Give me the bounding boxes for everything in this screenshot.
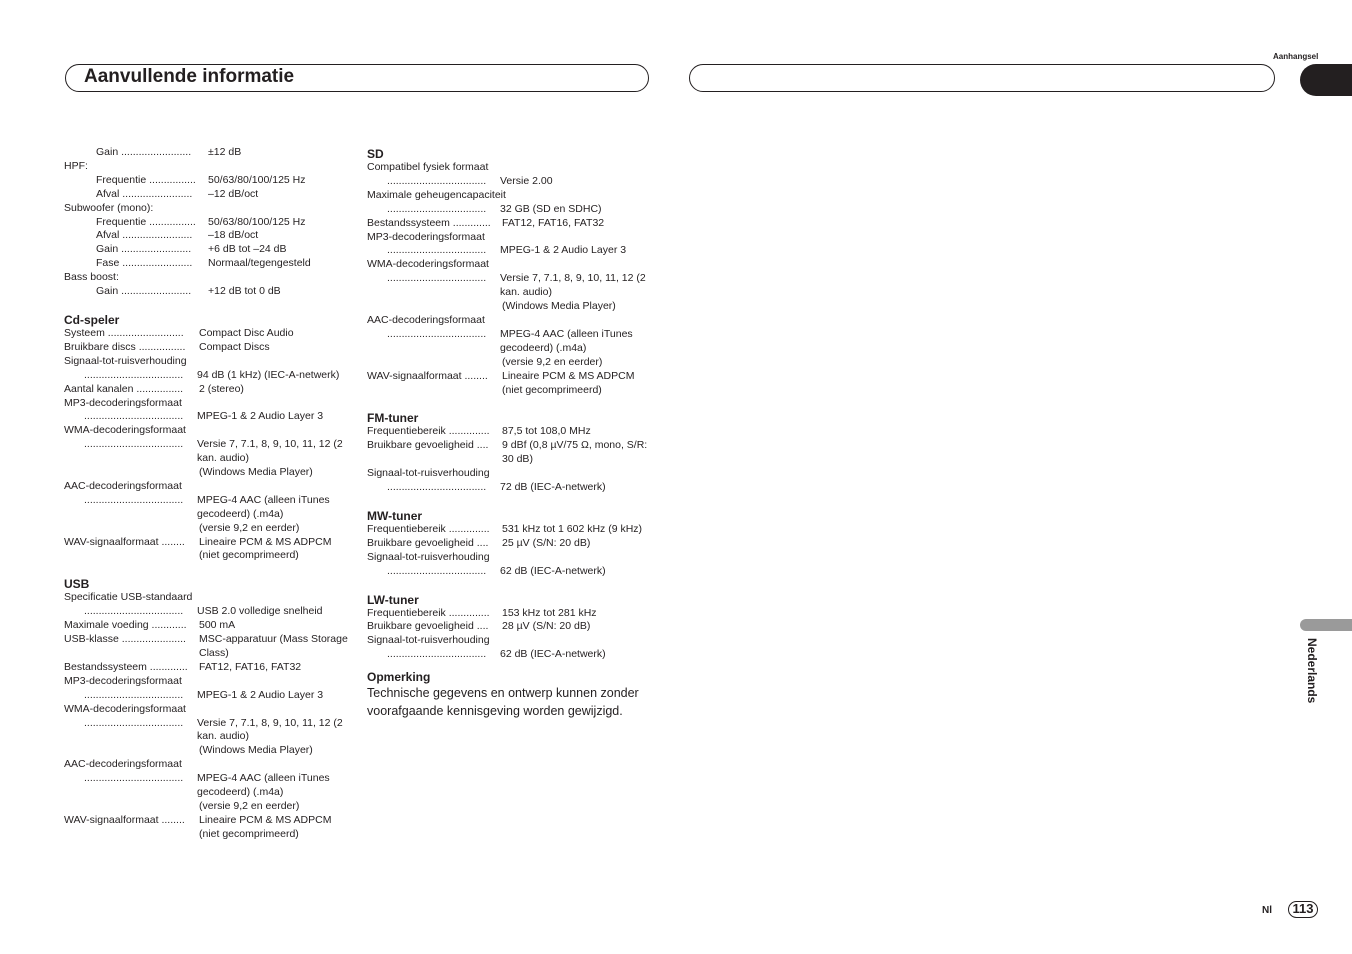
spec-label: .................................. <box>387 174 487 187</box>
spec-value: 32 GB (SD en SDHC) <box>500 202 602 215</box>
spec-row <box>64 536 349 564</box>
spec-row-heading: MP3-decoderingsformaat <box>64 396 182 409</box>
spec-value: –12 dB/oct <box>208 187 259 200</box>
spec-value: MPEG-1 & 2 Audio Layer 3 <box>197 688 324 701</box>
spec-label: Bruikbare gevoeligheid .... <box>367 620 489 633</box>
spec-label: .................................. <box>84 493 184 506</box>
spec-label: .................................. <box>84 716 184 729</box>
spec-value: MPEG-1 & 2 Audio Layer 3 <box>500 244 627 257</box>
spec-row <box>64 522 349 536</box>
spec-row <box>367 620 657 634</box>
spec-value: Lineaire PCM & MS ADPCM (niet gecomprimeerd) <box>502 369 635 396</box>
spec-value: Lineaire PCM & MS ADPCM (niet gecomprimeerd) <box>199 813 332 840</box>
spec-value: Versie 7, 7.1, 8, 9, 10, 11, 12 (2 kan. audio) <box>500 272 646 299</box>
spec-value: Versie 7, 7.1, 8, 9, 10, 11, 12 (2 kan. audio) <box>197 716 343 743</box>
spec-value: 94 dB (1 kHz) (IEC-A-netwerk) <box>197 368 340 381</box>
spec-row-heading: WMA-decoderingsformaat <box>367 258 489 271</box>
spec-value: 62 dB (IEC-A-netwerk) <box>500 648 606 661</box>
spec-row <box>367 370 657 398</box>
spec-label: .................................. <box>84 688 184 701</box>
spec-label: .................................. <box>84 772 184 785</box>
spec-row <box>64 772 349 800</box>
section-title-usb: USB <box>64 577 90 592</box>
spec-row-heading: WMA-decoderingsformaat <box>64 702 186 715</box>
spec-row <box>64 605 349 619</box>
spec-row <box>64 661 349 675</box>
spec-value: 2 (stereo) <box>199 382 244 395</box>
spec-row-heading: AAC-decoderingsformaat <box>64 758 182 771</box>
section-title-fm: FM-tuner <box>367 411 419 426</box>
spec-value: 153 kHz tot 281 kHz <box>502 606 597 619</box>
spec-label: .................................. <box>387 202 487 215</box>
spec-label <box>367 356 502 370</box>
spec-value: 25 µV (S/N: 20 dB) <box>502 536 591 549</box>
spec-row <box>367 648 657 662</box>
spec-label: .................................. <box>84 368 184 381</box>
spec-label: Afval ........................ <box>96 229 193 242</box>
spec-row <box>367 481 657 495</box>
spec-label: Fase ........................ <box>96 257 193 270</box>
spec-row <box>64 243 349 257</box>
spec-label: .................................. <box>84 605 184 618</box>
note-title: Opmerking <box>367 670 431 685</box>
spec-row <box>367 217 657 231</box>
spec-row-heading: Maximale geheugencapaciteit <box>367 188 506 201</box>
spec-row <box>367 328 657 356</box>
section-title-cd: Cd-speler <box>64 312 120 327</box>
spec-row-heading: WMA-decoderingsformaat <box>64 424 186 437</box>
spec-label: Bestandssysteem ............. <box>367 216 491 229</box>
spec-label <box>64 800 199 814</box>
spec-value: MPEG-1 & 2 Audio Layer 3 <box>197 410 324 423</box>
language-tab-label: Nederlands <box>1305 638 1319 704</box>
spec-row <box>367 244 657 258</box>
spec-label: .................................. <box>387 327 487 340</box>
spec-block-fm <box>367 425 657 495</box>
spec-label: .................................. <box>84 410 184 423</box>
spec-label: Gain ........................ <box>96 285 192 298</box>
spec-value: MSC-apparatuur (Mass Storage Class) <box>199 633 348 659</box>
spec-value: +12 dB tot 0 dB <box>208 285 281 298</box>
spec-row <box>64 410 349 424</box>
spec-label <box>64 466 199 480</box>
spec-label: Frequentiebereik .............. <box>367 522 490 535</box>
spec-value: (versie 9,2 en eerder) <box>199 521 300 534</box>
spec-row <box>64 174 349 188</box>
spec-value: (versie 9,2 en eerder) <box>502 355 603 368</box>
spec-row <box>367 565 657 579</box>
spec-row <box>367 537 657 551</box>
spec-label: Bestandssysteem ............. <box>64 660 188 673</box>
spec-label: WAV-signaalformaat ........ <box>367 369 488 382</box>
spec-label: Afval ........................ <box>96 187 193 200</box>
spec-row <box>64 633 349 661</box>
spec-row <box>64 285 349 299</box>
spec-label: Bruikbare gevoeligheid .... <box>367 536 489 549</box>
spec-label: .................................. <box>387 564 487 577</box>
spec-value: –18 dB/oct <box>208 229 259 242</box>
spec-row <box>64 327 349 341</box>
section-title-mw: MW-tuner <box>367 508 423 523</box>
spec-label: Frequentiebereik .............. <box>367 606 490 619</box>
note-text: Technische gegevens en ontwerp kunnen zonder voorafgaande kennisgeving worden gewijzigd. <box>367 686 639 719</box>
spec-row <box>367 203 657 217</box>
spec-block-lw <box>367 607 657 663</box>
spec-label: .................................. <box>84 438 184 451</box>
spec-value: 531 kHz tot 1 602 kHz (9 kHz) <box>502 522 643 535</box>
spec-label: Frequentie ................ <box>96 173 196 186</box>
spec-value: 50/63/80/100/125 Hz <box>208 173 306 186</box>
spec-label: WAV-signaalformaat ........ <box>64 535 185 548</box>
spec-value: Compact Disc Audio <box>199 326 294 339</box>
spec-row <box>367 300 657 314</box>
spec-value: USB 2.0 volledige snelheid <box>197 605 323 618</box>
spec-row <box>64 369 349 383</box>
spec-row <box>64 814 349 842</box>
spec-block-sd <box>367 161 657 397</box>
spec-block-mw <box>367 523 657 579</box>
spec-row-heading: AAC-decoderingsformaat <box>64 479 182 492</box>
spec-row <box>64 466 349 480</box>
spec-label: Gain ........................ <box>96 146 192 158</box>
spec-label <box>367 300 502 314</box>
spec-value: +6 dB tot –24 dB <box>208 243 287 256</box>
spec-label: Frequentiebereik .............. <box>367 425 490 438</box>
spec-label: .................................. <box>387 481 487 494</box>
spec-value: 50/63/80/100/125 Hz <box>208 215 306 228</box>
footer-language-code: Nl <box>1262 905 1272 916</box>
spec-row-heading: Signaal-tot-ruisverhouding <box>64 354 187 367</box>
spec-row-heading: Subwoofer (mono): <box>64 201 154 214</box>
spec-row <box>64 383 349 397</box>
spec-label: Bruikbare discs ................ <box>64 340 186 353</box>
section-title-sd: SD <box>367 147 384 161</box>
spec-row <box>64 800 349 814</box>
spec-value: (Windows Media Player) <box>199 744 313 757</box>
spec-value: (Windows Media Player) <box>199 466 313 479</box>
spec-row <box>367 356 657 370</box>
spec-value: Normaal/tegengesteld <box>208 257 311 270</box>
spec-value: ±12 dB <box>208 146 242 158</box>
spec-row <box>64 717 349 745</box>
spec-value: FAT12, FAT16, FAT32 <box>502 216 605 229</box>
spec-row <box>367 607 657 621</box>
section-label: Aanhangsel <box>1273 52 1319 61</box>
spec-value: Compact Discs <box>199 340 270 353</box>
spec-value: (versie 9,2 en eerder) <box>199 799 300 812</box>
spec-row <box>367 425 657 439</box>
page-title: Aanvullende informatie <box>84 66 295 87</box>
spec-column-left <box>64 146 349 842</box>
spec-value: 62 dB (IEC-A-netwerk) <box>500 564 606 577</box>
spec-row <box>367 175 657 189</box>
spec-row <box>64 619 349 633</box>
spec-value: (Windows Media Player) <box>502 300 616 313</box>
spec-row <box>64 257 349 271</box>
spec-label: USB-klasse ...................... <box>64 633 186 646</box>
spec-label: Frequentie ................ <box>96 215 196 228</box>
spec-value: 72 dB (IEC-A-netwerk) <box>500 481 606 494</box>
spec-row-heading: Signaal-tot-ruisverhouding <box>367 634 490 647</box>
spec-row <box>367 439 657 467</box>
spec-value: FAT12, FAT16, FAT32 <box>199 660 302 673</box>
spec-row <box>64 744 349 758</box>
spec-row-heading: Compatibel fysiek formaat <box>367 161 489 173</box>
spec-row-heading: Signaal-tot-ruisverhouding <box>367 550 490 563</box>
spec-row <box>367 272 657 300</box>
spec-label: .................................. <box>387 244 487 257</box>
spec-row-heading: MP3-decoderingsformaat <box>367 230 485 243</box>
language-tab-marker <box>1300 619 1352 631</box>
right-header-frame <box>689 64 1275 92</box>
spec-row <box>64 438 349 466</box>
spec-label: .................................. <box>387 272 487 285</box>
spec-value: Versie 7, 7.1, 8, 9, 10, 11, 12 (2 kan. audio) <box>197 438 343 465</box>
spec-row <box>64 216 349 230</box>
spec-row-heading: Specificatie USB-standaard <box>64 591 193 604</box>
spec-row <box>64 689 349 703</box>
chapter-tab <box>1300 64 1352 96</box>
spec-value: 500 mA <box>199 619 236 632</box>
spec-label: Systeem .......................... <box>64 326 184 339</box>
spec-value: 87,5 tot 108,0 MHz <box>502 425 591 438</box>
section-title-lw: LW-tuner <box>367 592 419 607</box>
spec-row-heading: Signaal-tot-ruisverhouding <box>367 467 490 480</box>
spec-block-amplifier <box>64 146 349 299</box>
spec-label: Gain ........................ <box>96 243 192 256</box>
spec-value: MPEG-4 AAC (alleen iTunes gecodeerd) (.m4a) <box>197 772 330 799</box>
spec-row-heading: Bass boost: <box>64 271 119 284</box>
spec-row <box>64 229 349 243</box>
spec-value: MPEG-4 AAC (alleen iTunes gecodeerd) (.m4a) <box>500 327 633 354</box>
spec-block-usb <box>64 591 349 841</box>
spec-row-heading: HPF: <box>64 159 88 172</box>
page-number: 113 <box>1288 901 1318 918</box>
spec-value: Lineaire PCM & MS ADPCM (niet gecomprimeerd) <box>199 535 332 562</box>
spec-label <box>64 744 199 758</box>
spec-row-heading: MP3-decoderingsformaat <box>64 674 182 687</box>
spec-label: WAV-signaalformaat ........ <box>64 813 185 826</box>
spec-value: Versie 2.00 <box>500 174 553 187</box>
spec-row-heading: AAC-decoderingsformaat <box>367 313 485 326</box>
spec-value: 28 µV (S/N: 20 dB) <box>502 620 591 633</box>
spec-label: Bruikbare gevoeligheid .... <box>367 439 489 452</box>
spec-value: 9 dBf (0,8 µV/75 Ω, mono, S/R: 30 dB) <box>502 439 648 466</box>
spec-value: MPEG-4 AAC (alleen iTunes gecodeerd) (.m4a) <box>197 493 330 520</box>
spec-row <box>64 188 349 202</box>
spec-label <box>64 522 199 536</box>
spec-column-right <box>367 147 657 720</box>
spec-label: .................................. <box>387 648 487 661</box>
spec-row <box>64 341 349 355</box>
spec-row <box>64 494 349 522</box>
spec-row <box>64 146 349 160</box>
spec-label: Aantal kanalen ................ <box>64 382 184 395</box>
spec-block-cd <box>64 327 349 563</box>
spec-label: Maximale voeding ............ <box>64 619 187 632</box>
spec-row <box>367 523 657 537</box>
